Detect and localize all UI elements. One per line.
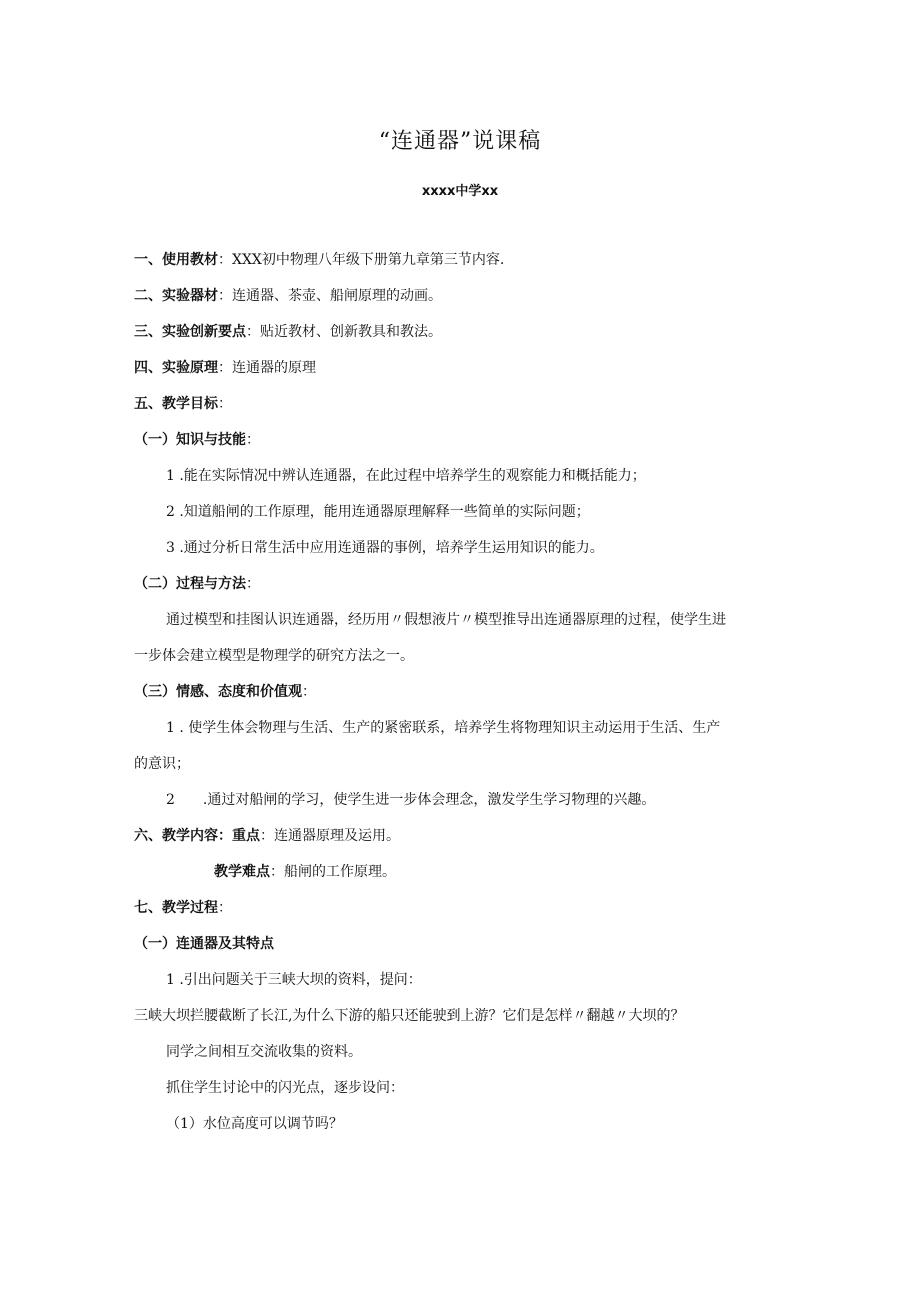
section-6-content: 六、教学内容：重点：连通器原理及运用。 xyxy=(134,828,400,844)
list-item: 1 .能在实际情况中辨认连通器，在此过程中培养学生的观察能力和概括能力； xyxy=(166,468,646,484)
list-item: 3 .通过分析日常生活中应用连通器的事例，培养学生运用知识的能力。 xyxy=(166,540,604,556)
paragraph-line: 同学之间相互交流收集的资料。 xyxy=(166,1044,362,1060)
list-item: 2 .知道船闸的工作原理，能用连通器原理解释一些简单的实际问题； xyxy=(166,504,590,520)
section-5-goals: 五、教学目标： xyxy=(134,396,232,412)
paragraph-line: 通过模型和挂图认识连通器，经历用〃假想液片〃模型推导出连通器原理的过程，使学生进 xyxy=(166,612,726,628)
document-title: “连通器”说课稿 xyxy=(378,129,542,154)
question-line: （1）水位高度可以调节吗？ xyxy=(166,1116,343,1132)
list-item: 1 . 使学生体会物理与生活、生产的紧密联系，培养学生将物理知识主动运用于生活、生产 xyxy=(166,720,721,736)
paragraph-line: 一步体会建立模型是物理学的研究方法之一。 xyxy=(134,648,414,664)
document-author: xxxx中学xx xyxy=(421,184,499,199)
subsection-process: （二）过程与方法： xyxy=(134,576,260,592)
subsection-knowledge: （一）知识与技能： xyxy=(134,432,260,448)
list-item: 1 .引出问题关于三峡大坝的资料，提问： xyxy=(166,972,422,988)
section-3-innovation: 三、实验创新要点：贴近教材、创新教具和教法。 xyxy=(134,324,442,340)
paragraph-line: 抓住学生讨论中的闪光点，逐步设问： xyxy=(166,1080,404,1096)
section-2-equipment: 二、实验器材：连通器、茶壶、船闸原理的动画。 xyxy=(134,288,442,304)
section-4-principle: 四、实验原理：连通器的原理 xyxy=(134,360,316,376)
subsection-values: （三）情感、态度和价值观： xyxy=(134,684,316,700)
section-1-materials: 一、使用教材：XXX初中物理八年级下册第九章第三节内容. xyxy=(134,252,505,268)
paragraph-line: 三峡大坝拦腰截断了长江,为什么下游的船只还能驶到上游？它们是怎样〃翻越〃大坝的？ xyxy=(134,1008,685,1024)
section-7-process: 七、教学过程： xyxy=(134,900,232,916)
paragraph-line: 的意识； xyxy=(134,756,190,772)
subsection-connected-vessel: （一）连通器及其特点 xyxy=(134,936,274,952)
list-item: 2 .通过对船闸的学习，使学生进一步体会理念，激发学生学习物理的兴趣。 xyxy=(166,792,656,808)
teaching-difficulty: 教学难点：船闸的工作原理。 xyxy=(214,864,396,880)
